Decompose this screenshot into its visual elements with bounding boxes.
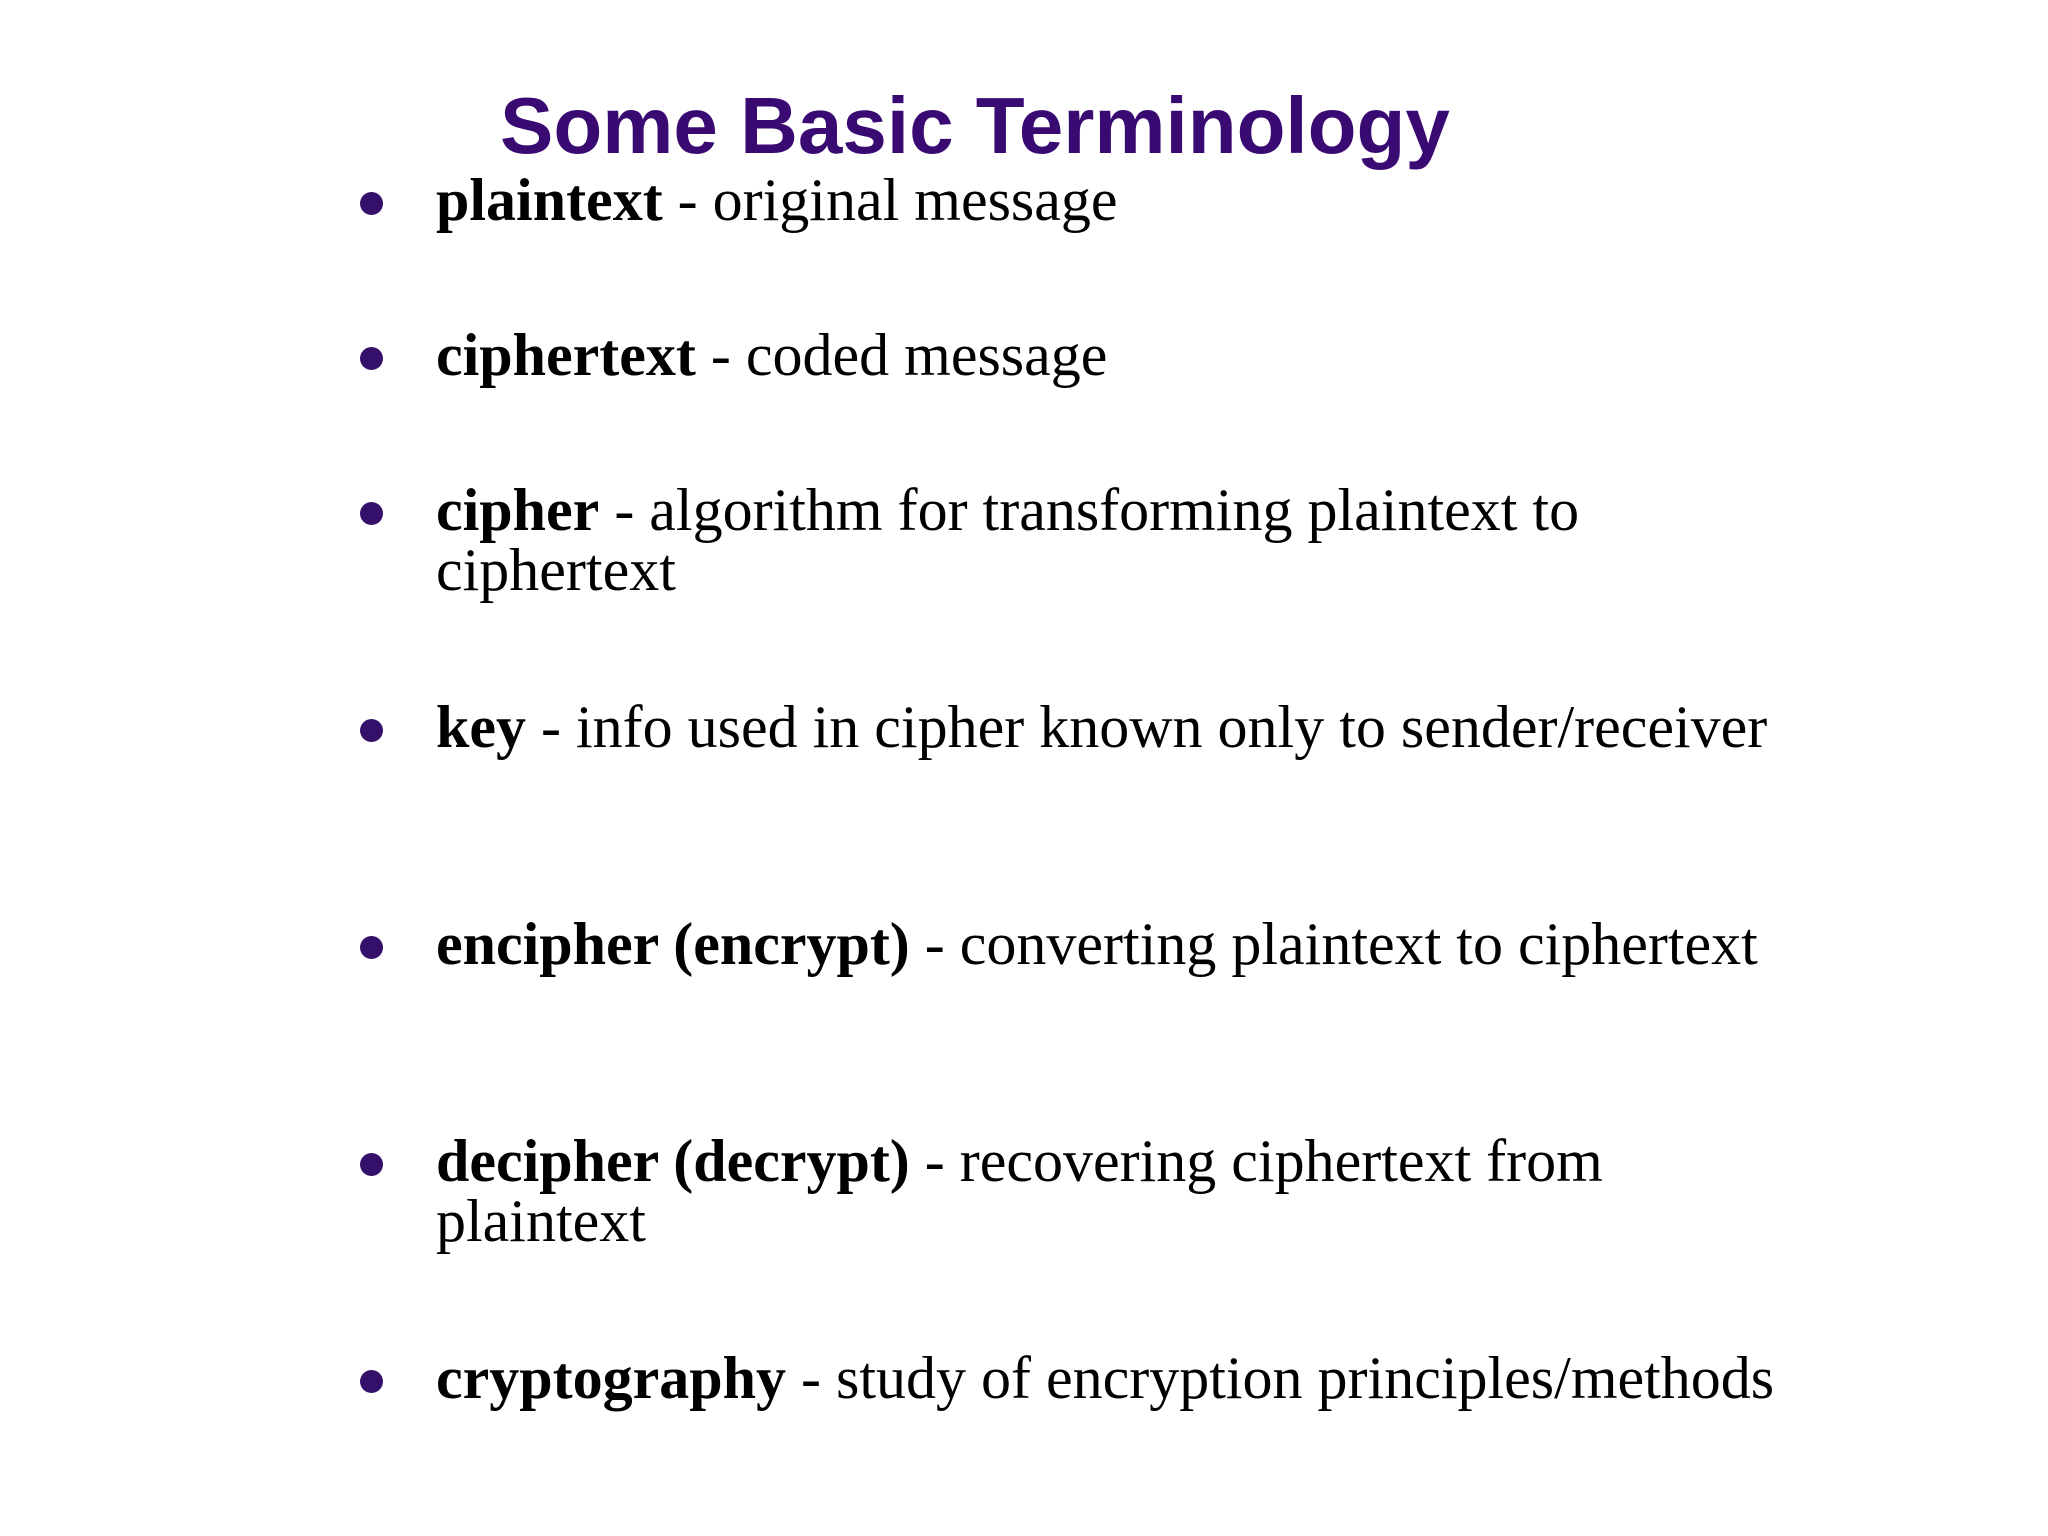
list-item (436, 167, 1776, 233)
term-definition: - recovering ciphertext from plaintext (436, 1128, 1603, 1254)
term-label: key (436, 694, 526, 760)
term-label: encipher (encrypt) (436, 911, 910, 977)
term-label: cipher (436, 477, 600, 543)
bullet-dot-icon (360, 192, 383, 215)
list-item (436, 911, 1776, 977)
term-label: plaintext (436, 167, 663, 233)
list-item (436, 1128, 1776, 1254)
term-label: cryptography (436, 1345, 786, 1411)
slide-title: Some Basic Terminology (500, 81, 1450, 170)
list-item (436, 322, 1776, 388)
bullet-dot-icon (360, 1370, 383, 1393)
bullet-dot-icon (360, 502, 383, 525)
term-definition: - coded message (695, 322, 1108, 388)
term-definition: - info used in cipher known only to sender/receiver (526, 694, 1768, 760)
term-definition: - original message (662, 167, 1118, 233)
bullet-dot-icon (360, 347, 383, 370)
term-label: ciphertext (436, 322, 696, 388)
term-label: decipher (decrypt) (436, 1128, 910, 1194)
list-item (436, 1345, 1776, 1411)
term-definition: - algorithm for transforming plaintext to ciphertext (436, 477, 1580, 603)
term-definition: - study of encryption principles/methods (785, 1345, 1775, 1411)
bullet-dot-icon (360, 719, 383, 742)
list-item (436, 477, 1776, 603)
bullet-dot-icon (360, 1153, 383, 1176)
term-definition: - converting plaintext to ciphertext (909, 911, 1758, 977)
bullet-dot-icon (360, 936, 383, 959)
list-item (436, 694, 1776, 760)
